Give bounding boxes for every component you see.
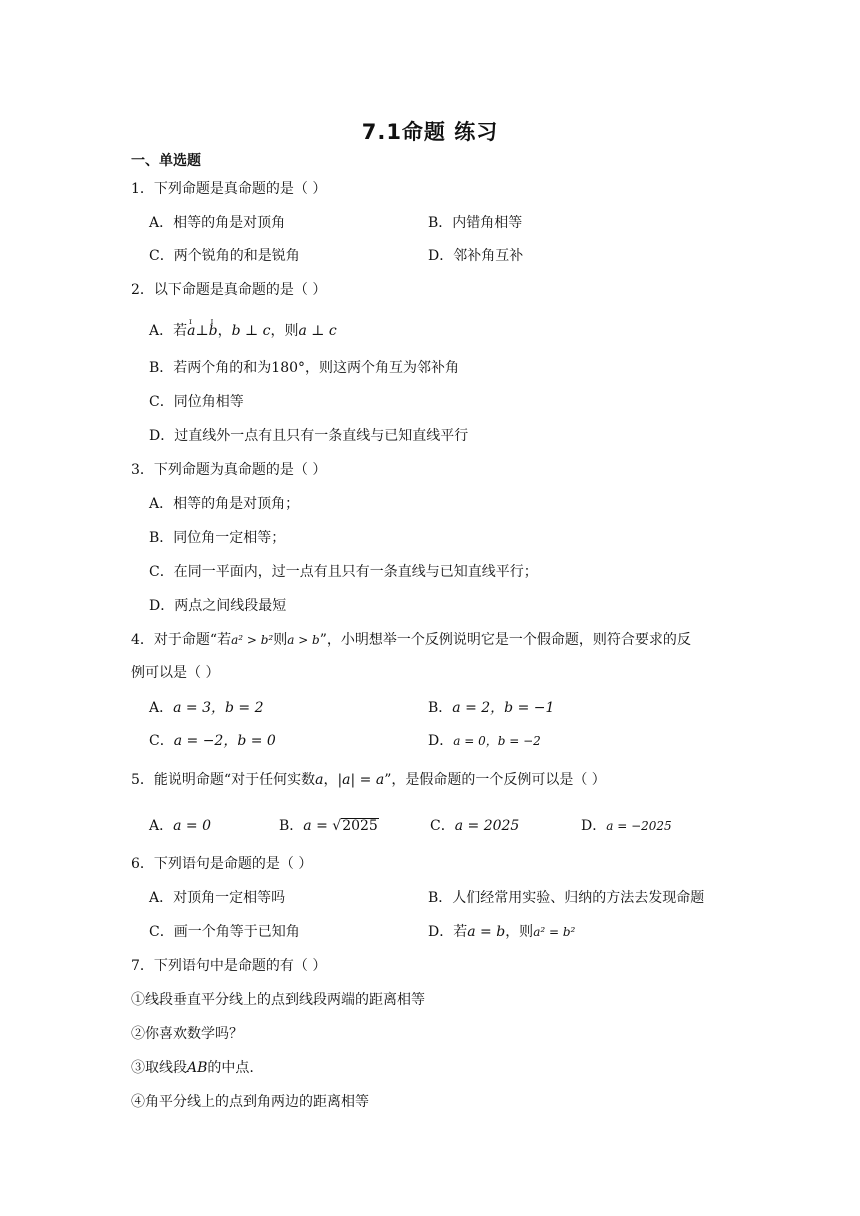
q2-a-math-ac: a ⊥ c xyxy=(298,323,337,339)
q6-d-prefix: D．若 xyxy=(428,924,468,940)
question-5-stem xyxy=(131,771,606,789)
q2-option-b: B．若两个角的和为180°，则这两个角互为邻补角 xyxy=(149,360,460,376)
q5-d-math: a = −2025 xyxy=(606,819,672,833)
q6-option-a: A．对顶角一定相等吗 xyxy=(149,890,286,906)
vector-a: ɪ a xyxy=(187,316,195,340)
q2-a-prefix: A．若 xyxy=(149,323,188,339)
q5-b-math-pre: a = xyxy=(303,818,333,834)
q2-option-c: C．同位角相等 xyxy=(149,394,244,410)
q6-option-c: C．画一个角等于已知角 xyxy=(149,924,300,940)
q5-a-label: A． xyxy=(149,818,174,834)
q2-a-then: ，则 xyxy=(270,323,299,339)
section-heading: 一、单选题 xyxy=(131,153,201,169)
q4-stem-math1: a² > b² xyxy=(231,633,274,647)
q1-option-a: A．相等的角是对顶角 xyxy=(149,215,286,231)
question-4-stem xyxy=(131,631,691,649)
q6-d-math1: a = b xyxy=(467,924,506,940)
q5-b-label: B． xyxy=(279,818,304,834)
q1-option-d: D．邻补角互补 xyxy=(428,248,524,264)
q3-option-d: D．两点之间线段最短 xyxy=(149,598,287,614)
q4-option-b xyxy=(428,699,554,717)
q5-stem-math1: a xyxy=(315,772,324,788)
q4-a-label: A． xyxy=(149,700,174,716)
q3-option-a: A．相等的角是对顶角； xyxy=(149,496,300,512)
q5-d-label: D． xyxy=(581,818,607,834)
q4-b-math: a = 2，b = −1 xyxy=(452,700,555,716)
q5-stem-part1: 5．能说明命题“对于任何实数 xyxy=(131,772,316,788)
q4-stem-math2: a > b xyxy=(287,633,320,647)
q5-option-a xyxy=(149,817,211,835)
q4-b-label: B． xyxy=(428,700,453,716)
question-7-stem: 7．下列语句中是命题的有（ ） xyxy=(131,958,327,974)
q6-option-d xyxy=(428,923,575,941)
q6-d-then: ，则 xyxy=(505,924,534,940)
q5-stem-part3: ”，是假命题的一个反例可以是（ ） xyxy=(384,772,606,788)
q4-option-a xyxy=(149,699,264,717)
q3-option-b: B．同位角一定相等； xyxy=(149,530,286,546)
vector-b: ɪ b xyxy=(209,316,218,340)
q5-c-math: a = 2025 xyxy=(454,818,520,834)
q2-option-d: D．过直线外一点有且只有一条直线与已知直线平行 xyxy=(149,428,469,444)
q5-option-d xyxy=(581,817,672,835)
q4-a-math: a = 3，b = 2 xyxy=(173,700,264,716)
question-4-stem-line2: 例可以是（ ） xyxy=(131,665,220,681)
q4-option-d xyxy=(428,732,541,750)
q2-a-comma: ， xyxy=(217,323,232,339)
question-6-stem: 6．下列语句是命题的是（ ） xyxy=(131,856,313,872)
question-1-stem: 1．下列命题是真命题的是（ ） xyxy=(131,181,327,197)
q5-option-c xyxy=(430,817,519,835)
q5-stem-math2: |a| = a xyxy=(337,772,385,788)
q7-s3-post: 的中点. xyxy=(207,1060,254,1076)
q6-d-math2: a² = b² xyxy=(533,925,576,939)
q3-option-c: C．在同一平面内，过一点有且只有一条直线与已知直线平行； xyxy=(149,564,538,580)
q4-d-label: D． xyxy=(428,733,454,749)
q7-statement-1: ①线段垂直平分线上的点到线段两端的距离相等 xyxy=(131,992,425,1008)
q5-stem-part2: ， xyxy=(323,772,338,788)
q5-c-label: C． xyxy=(430,818,455,834)
q1-option-c: C．两个锐角的和是锐角 xyxy=(149,248,300,264)
q6-option-b: B．人们经常用实验、归纳的方法去发现命题 xyxy=(428,890,705,906)
q4-option-c xyxy=(149,732,276,750)
q7-s3-math: AB xyxy=(187,1060,208,1076)
q7-statement-4: ④角平分线上的点到角两边的距离相等 xyxy=(131,1094,369,1110)
q5-option-b: B．a = √2025 xyxy=(279,818,378,834)
q4-c-math: a = −2，b = 0 xyxy=(173,733,276,749)
q2-a-math-bc: b ⊥ c xyxy=(231,323,271,339)
q4-d-math: a = 0，b = −2 xyxy=(453,734,541,748)
q4-stem-part1: 4．对于命题“若 xyxy=(131,632,232,648)
q5-b-radicand: 2025 xyxy=(342,818,378,834)
q7-statement-2: ②你喜欢数学吗？ xyxy=(131,1026,243,1042)
q1-option-b: B．内错角相等 xyxy=(428,215,523,231)
q7-s3-pre: ③取线段 xyxy=(131,1060,187,1076)
q4-c-label: C． xyxy=(149,733,174,749)
q4-stem-part2: 则 xyxy=(273,632,288,648)
perp-symbol: ⊥ xyxy=(195,323,209,339)
question-2-stem: 2．以下命题是真命题的是（ ） xyxy=(131,282,327,298)
q2-option-a xyxy=(149,316,337,340)
q4-stem-part3: ”，小明想举一个反例说明它是一个假命题，则符合要求的反 xyxy=(319,632,691,648)
q5-a-math: a = 0 xyxy=(173,818,212,834)
question-3-stem: 3．下列命题为真命题的是（ ） xyxy=(131,462,327,478)
page-title: 7.1命题 练习 xyxy=(361,120,499,144)
q7-statement-3 xyxy=(131,1059,254,1077)
